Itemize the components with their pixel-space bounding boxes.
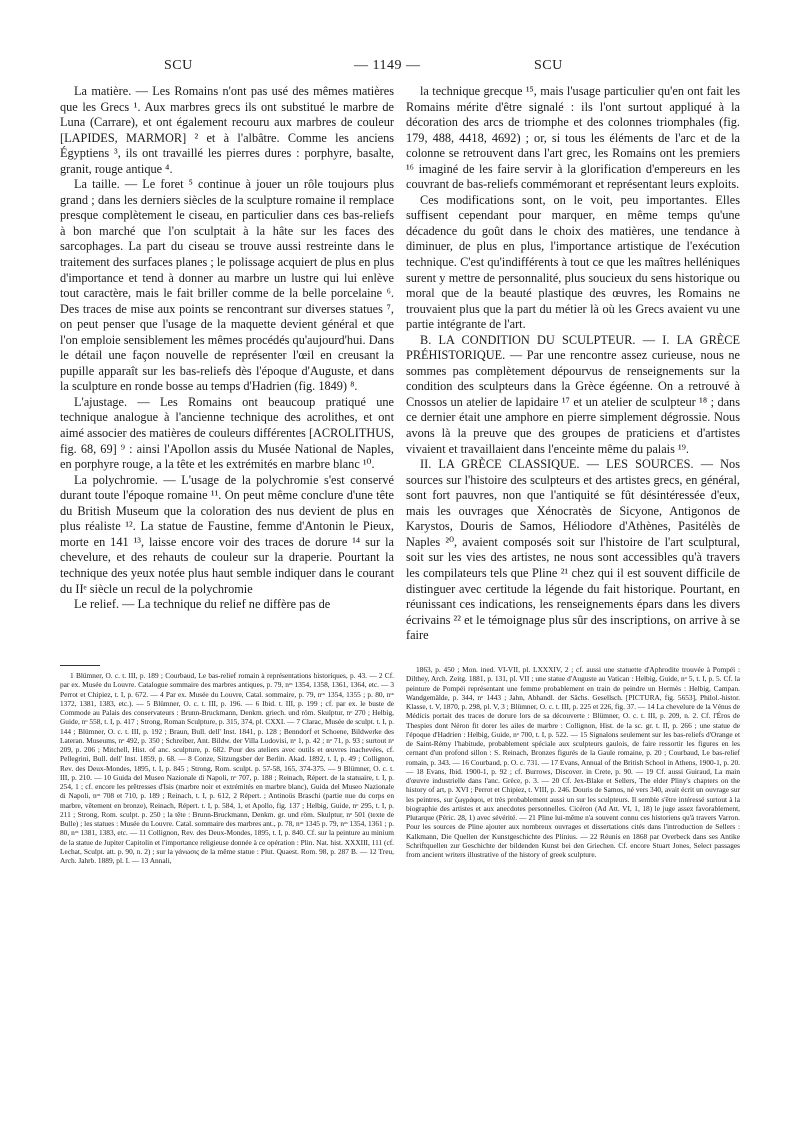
paragraph-modifications: Ces modifications sont, on le voit, peu importantes. Elles suffisent cependant pour marquer, en même temps qu'une décadence du goût dans le choix des matières, une tendance à diminuer, de plus en plus, l'importance artistique de l'exécution technique. C'est qu'indifférents à tout ce que les maîtres helléniques surent y mettre de personnalité, plus soucieux du sens historique ou moral que de la beauté plastique des œuvres, les Romains ne trouvaient plus que la part du métier là où les Grecs avaient vu une partie intégrante de l'art. [406, 192, 740, 332]
paragraph-polychromie: La polychromie. — L'usage de la polychromie s'est conservé durant toute l'époque romaine ¹¹. On peut même conclure d'une tête du British Museum que la coloration des nus devient de plus en plus réaliste ¹². La statue de Faustine, femme d'Antonin le Pieux, morte en 141 ¹³, laisse encore voir des traces de dorure ¹⁴ sur la chevelure, et des rehauts de couleur sur la draperie. Pourtant la technique des yeux notée plus haut semble indiquer dans le courant du IIᵉ siècle un recul de la polychromie [60, 472, 394, 596]
header-left: SCU [164, 58, 193, 73]
footnote-rule [60, 665, 100, 666]
right-footnotes [406, 665, 740, 859]
paragraph-matiere: La matière. — Les Romains n'ont pas usé des mêmes matières que les Grecs ¹. Aux marbres grecs ils ont substitué le marbre de Luna (Carrare), et ont également recouru aux marbres de couleur [LAPIDES, MARMOR] ² et à l'albâtre. Comme les anciens Égyptiens ³, ils ont travaillé les pierres dures : porphyre, basalte, granit, rouge antique ⁴. [60, 84, 394, 176]
footnotes-block-right: 1863, p. 450 ; Mon. ined. VI-VII, pl. LXXXIV, 2 ; cf. aussi une statuette d'Aphrodite trouvée à Pompéi : Dilthey, Arch. Zeitg. 1881, p. 131, pl. VII ; une statue d'Auguste au Vatican : Helbig, Guide, nᵒ 5, t. I, p. 5. Cf. la peinture de Pompéi représentant une femme probablement en train de peindre un Hermès : Helbig, Campan. Wandgemälde, p. 344, nᵒ 1443 ; Jahn, Abhandl. der Sächs. Gesellsch. [PICTURA, fig. 5653], Philol.-histor. Klasse, t. V, 1870, p. 298, pl. V, 3 ; Blümner, O. c. t. III, p. 225 et 226, fig. 37. — 14 La chevelure de la Vénus de Médicis portait des traces de dorure lors de sa découverte : Blümner, O. c. t. III, p. 209, n. 2. Cf. l'Éros de Thespies dont Néron fit dorer les ailes de marbre : Collignon, Hist. de la sc. gr. t. II, p. 266 ; une statue de l'époque d'Hadrien : Helbig, Guide, nᵒ 700, t. I, p. 522. — 15 Signalons seulement sur les bas-reliefs d'Orange et de Saint-Rémy l'habitude, probablement spéciale aux sculpteurs gaulois, de faire ressortir les figures en les cernant d'un profond sillon : S. Reinach, Bronzes figurés de la Gaule romaine, p. 20 ; Courbaud, Le bas-relief romain, p. 343. — 16 Courbaud, p. O. c. 731. — 17 Evans, Annual of the British School in Athens, 1900-1, p. 20. — 18 Evans, Ibid. 1900-1, p. 92 ; cf. Burrows, Discover. in Crete, p. 90. — 19 Cf. aussi Guiraud, La main d'œuvre industrielle dans l'anc. Grèce, p. 3. — 20 Cf. Jex-Blake et Sellers, The elder Pliny's chapters on the history of art, p. XVI ; Perrot et Chipiez, t. VIII, p. 246. Douris de Samos, né vers 340, avait écrit un ouvrage sur les peintres, sur ζωγράφοι, et très probablement aussi un sur les sculpteurs. Il semble s'être intéressé surtout à la biographie des artistes et aux anecdotes personnelles. Cicéron (Ad Att. VI, 1, 18) le juge assez favorablement, Plutarque (Péric. 28, 1) avec sévérité. — 21 Pline lui-même n'a souvent connu ces historiens qu'à travers Varron. Pour les sources de Pline ajouter aux nombreux ouvrages et dissertations cités dans l'introduction de Sellers : Kalkmann, Die Quellen der Kunstgeschichte des Plinius. — 22 Réunis en 1868 par Overbeck dans ses Antike Schriftquellen zur Geschichte der bildenden Kunst bei den Griechen. Cf. encore Stuart Jones, Select passages from ancient writers illustrative of the history of greek sculpture. [406, 665, 740, 859]
paragraph-taille: La taille. — Le foret ⁵ continue à jouer un rôle toujours plus grand ; dans les derniers siècles de la sculpture romaine il remplace presque complètement le ciseau, en particulier dans ces bas-reliefs à bon marché que l'on sculptait à la hâte sur les faces des sarcophages. La part du ciseau se trouve aussi restreinte dans le traitement des surfaces planes ; le polissage acquiert de plus en plus d'importance et tend à donner au marbre un lustre qui lui enlève tout caractère, mais le fait briller comme de la belle porcelaine ⁶. Des traces de mise aux points se rencontrant sur diverses statues ⁷, on peut penser que l'usage de la maquette devient général et que l'on emploie sensiblement les mêmes procédés qu'aujourd'hui. Dans le détail une façon nouvelle de représenter l'œil en creusant la pupille apparaît sur les bas-reliefs dès l'époque d'Auguste, et dans la sculpture en ronde bosse au temps d'Hadrien (fig. 1849) ⁸. [60, 177, 394, 394]
paragraph-condition-sculpteur: B. LA CONDITION DU SCULPTEUR. — I. LA GRÈCE PRÉHISTORIQUE. — Par une rencontre assez curieuse, nous ne sommes pas complètement dépourvus de renseignements sur la condition des sculpteurs dans la Grèce égéenne. On a retrouvé à Cnossos un atelier de lapidaire ¹⁷ et un atelier de sculpteur ¹⁸ ; dans ce dernier était une amphore en pierre simplement dégrossie. Nous avons là la preuve que des groupes de praticiens et d'artistes vivaient et travaillaient dans l'enceinte même du palais ¹⁹. [406, 332, 740, 456]
right-column [406, 84, 740, 644]
paragraph-ajustage: L'ajustage. — Les Romains ont beaucoup pratiqué une technique analogue à l'ancienne technique des acrolithes, et ont aimé associer des matières de couleurs différentes [ACROLITHUS, fig. 68, 69] ⁹ : ainsi l'Apollon assis du Musée National de Naples, en porphyre rouge, a la tête et les extrémités en marbre blanc ¹⁰. [60, 394, 394, 472]
paragraph-grece-classique: II. LA GRÈCE CLASSIQUE. — LES SOURCES. — Nos sources sur l'histoire des sculpteurs et des artistes grecs, en général, sont fort pauvres, non que l'antiquité se fût désintéressée d'eux, mais les ouvrages que Xénocratès de Sicyone, Antigonos de Karystos, Douris de Samos, Héliodore d'Athènes, Pasitélès de Naples ²⁰, avaient composés soit sur l'histoire de l'art sculptural, soit sur les vies des artistes, ne nous sont accessibles qu'à travers les compilateurs tels que Pline ²¹ chez qui il est souvent difficile de distinguer avec certitude la légende du fait historique. Pourtant, en réunissant ces indications, les renseignements épars dans les divers écrivains ²² et le témoignage plus sûr des inscriptions, on arrive à se faire [406, 457, 740, 643]
running-header [60, 58, 740, 80]
header-right: SCU [534, 58, 563, 73]
paragraph-relief: Le relief. — La technique du relief ne diffère pas de [74, 597, 331, 612]
page-number: — 1149 — [354, 58, 421, 73]
left-column [60, 84, 394, 613]
left-footnotes [60, 671, 394, 865]
footnotes-block-left: 1 Blümner, O. c. t. III, p. 189 ; Courbaud, Le bas-relief romain à représentations historiques, p. 43. — 2 Cf. par ex. Musée du Louvre. Catalogue sommaire des marbres antiques, p. 79, nᵒˢ 1354, 1358, 1361, 1364, etc. — 3 Perrot et Chipiez, t. I, p. 672. — 4 Par ex. Musée du Louvre, Catal. sommaire, p. 79, nᵒˢ 1354, 1355 ; p. 80, nᵒˢ 1372, 1381, 1383, etc.). — 5 Blümner, O. c. t. III, p. 196. — 6 Ibid. t. III, p. 199 ; cf. par ex. le buste de Commode au Palais des conservateurs : Brunn-Bruckmann, Denkm. griech. und röm. Skulptur, nᵒ 270 ; Helbig, Guide, nᵒ 558, t. I, p. 417 ; Strong, Roman Sculpture, p. 315, 374, pl. CXXI. — 7 Clarac, Musée de sculpt. t. I, p. 144 ; Blümner, O. c. t. III, p. 192 ; Braun, Bull. dell' Inst. 1841, p. 128 ; Benndorf et Schoene, Bildwerke des Lateran. Museums, nᵒ 492, p. 350 ; Schreiber, Ant. Bildw. der Villa Ludovisi, nᵒ 1, p. 42 ; nᵒ 71, p. 93 ; surtout nᵒ 209, p. 206 ; Mitchell, Hist. of anc. sculpture, p. 682. Pour des ateliers avec outils et œuvres inachevées, cf. Pellegrini, Bull. dell' Inst. 1859, p. 68. — 8 Conze, Sitzungsber der Berlin. Akad. 1892, t. I, p. 49 ; Collignon, Rev. des Deux-Mondes, 1895, t. I, p. 845 ; Strong, Rom. sculpt. p. 57-58, 165, 374-375. — 9 Blümner, O. c. t. III, p. 210. — 10 Guida del Museo Nazionale di Napoli, nᵒ 707, p. 188 ; Reinach, Répert. de la statuaire, t. I, p. 254, 1 ; cf. encore les prêtresses d'Isis (marbre noir et extrémités en marbre blanc), Guida del Museo Nazionale di Napoli, nᵒˢ 708 et 710, p. 189 ; Reinach, t. I, p. 612, 2 Répert. ; Antinoüs Braschi (partie nue du corps en marbre, vêtement en bronze), Reinach, Répert. t. I, p. 584, 1, et Apollo, fig. 137 ; Helbig, Guide, nᵒ 295, t. I, p. 211 ; Strong, Rom. sculpt. p. 250 ; la tête : Brunn-Bruckmann, Denkm. gr. und röm. Skulptur, nᵒ 501 (texte de Bulle) ; les statues : Musée du Louvre. Catal. sommaire des marbres ant., p. 78, nᵒˢ 1345 p. 79, nᵒˢ 1354, 1361 ; p. 80, nᵒˢ 1381, 1383, etc. — 11 Collignon, Rev. des Deux-Mondes, 1895, t. I, p. 840. Cf. sur la peinture au minium de la statue de Jupiter Capitolin et l'importance religieuse donnée à ce opération : Plin. Nat. hist. XXXIII, 111 (cf. Lechat, Sculpt. att. p. 90, n. 2) ; sur la γάνωσις de la même statue : Plut. Quaest. Rom. 98, p. 287 B. — 12 Treu, Arch. Jahrb. 1889, pl. I. — 13 Annali, [60, 671, 394, 865]
paragraph-technique-grecque: la technique grecque ¹⁵, mais l'usage particulier qu'en ont fait les Romains mérite d'être signalé : ils l'ont surtout appliqué à la décoration des arcs de triomphe et des colonnes triomphales (fig. 179, 488, 4418, 4692) ; or, si tous les éléments de l'arc et de la colonne se retrouvent dans l'art grec, les Romains ont les premiers ¹⁶ imaginé de les faire servir à la glorification d'empereurs en les couvrant de bas-reliefs commémorant et représentant leurs exploits. [406, 84, 740, 192]
